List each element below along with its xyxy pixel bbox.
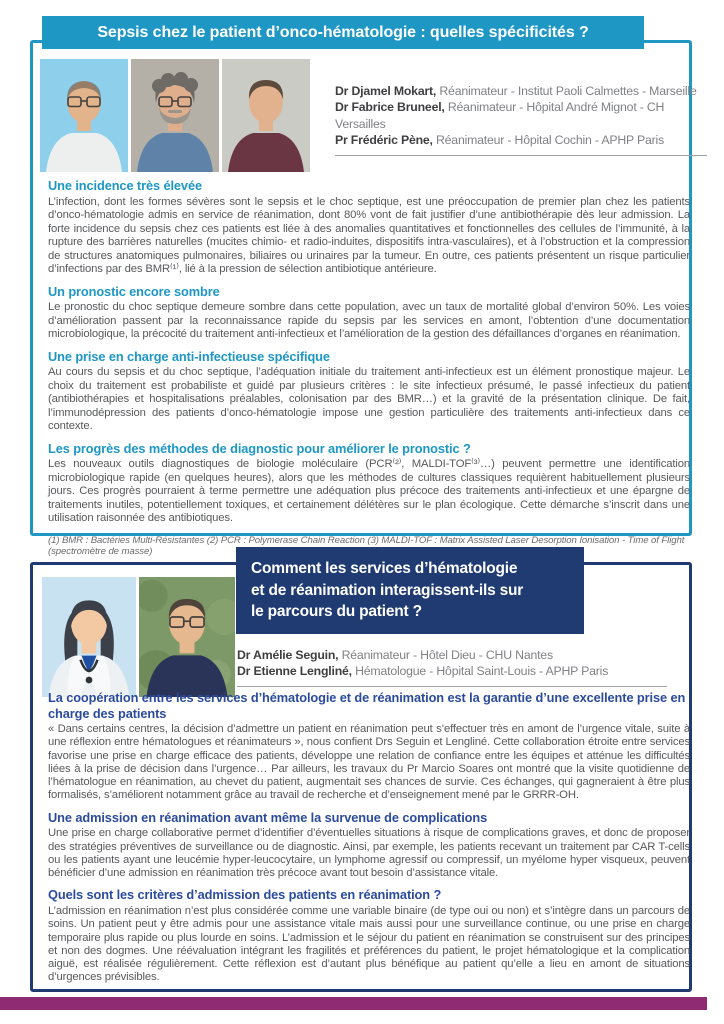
- block-paragraph: Le pronostic du choc septique demeure sombre dans cette population, avec un taux de mortalité global d’environ 50%. Les voies d’amélioration passent par la reconnaissance rapide du sepsis par les services en amont, l’obtention d’une documentation microbiologique, la précocité du traitement anti-infectieux et l’amélioration de la gestion des défaillances d’organes en réanimation.: [48, 301, 690, 340]
- speaker-role: Réanimateur - Institut Paoli Calmettes - Marseille: [436, 84, 697, 98]
- photo-fabrice-bruneel: [131, 59, 219, 172]
- footer-accent-bar: [0, 997, 707, 1010]
- block-paragraph: L’admission en réanimation n’est plus considérée comme une variable binaire (de type oui ou non) et s’intègre dans un parcours de soins. Un patient peut y être admis pour une assistance vitale mais aussi pour une surveillance continue, ou une prise en charge temporaire plus rapide ou plus lourde en soins. L’admission et le séjour du patient en réanimation se construisent sur des principes et non des dogmes. Une réévaluation intégrant les fragilités et préférences du patient, le projet hématologique et la complication aiguë, est réalisée régulièrement. Cette réflexion est d’autant plus bénéfique au patient qu’elle a lieu en amont de situations d’urgences prévisibles.: [48, 904, 690, 984]
- speaker-name: Dr Djamel Mokart,: [335, 84, 437, 98]
- block-heading: Les progrès des méthodes de diagnostic pour améliorer le pronostic ?: [48, 440, 471, 456]
- speaker-name: Dr Fabrice Bruneel,: [335, 100, 445, 115]
- article-block: [48, 441, 690, 526]
- block-heading: La coopération entre les services d’hématologie et de réanimation est la garantie d’une excellente prise en charge des patients: [48, 690, 686, 721]
- block-heading: Un pronostic encore sombre: [48, 283, 220, 299]
- block-heading: Une admission en réanimation avant même la survenue de complications: [48, 809, 488, 825]
- cooperation-title-line: Comment les services d’hématologie: [251, 560, 518, 577]
- block-heading: Quels sont les critères d’admission des patients en réanimation ?: [48, 887, 442, 903]
- sepsis-speaker-list: [335, 83, 707, 156]
- block-heading: Une incidence très élevée: [48, 178, 202, 193]
- avatar-amelie-seguin: [42, 577, 136, 697]
- photo-frederic-pene: [222, 59, 310, 172]
- article-block: [48, 284, 690, 342]
- block-paragraph: L’infection, dont les formes sévères sont le sepsis et le choc septique, est une préoccupation de premier plan chez les patients d’onco-hématologie admis en service de réanimation, dont 80% vont de fait justifier d’une antibiothérapie dès leur admission. La forte incidence du sepsis chez ces patients est liée à des anomalies quantitatives et fonctionnelles des cellules de l’immunité, à la rupture des barrières naturelles (mucites chimio- et radio-induites, dispositifs intra-vasculaires), et à l’obstruction et la compression de structures anatomiques pulmonaires, biliaires ou urinaires par la tumeur. En outre, ces patients présentent un risque particulier d’infections par des BMR⁽¹⁾, lié à la pression de sélection antibiotique antérieure.: [48, 195, 690, 275]
- speaker-amelie-seguin: [237, 647, 667, 663]
- article-block: [48, 690, 690, 803]
- sepsis-title-banner: [42, 16, 644, 49]
- article-block: [48, 810, 690, 881]
- article-block: [48, 887, 690, 984]
- speaker-name: Pr Frédéric Pène,: [335, 133, 433, 148]
- speaker-frederic-pene: [335, 132, 707, 148]
- speaker-name: Dr Etienne Lengliné,: [237, 664, 352, 679]
- speaker-etienne-lengline: [237, 663, 667, 679]
- abbreviations-footnote: (1) BMR : Bactéries Multi-Résistantes (2) PCR : Polymerase Chain Reaction (3) MALDI-TOF : Matrix Assisted Laser Desorption Ionisation - Time of Flight (spectromètre de masse): [48, 534, 685, 557]
- block-heading: Une prise en charge anti-infectieuse spécifique: [48, 348, 330, 364]
- speaker-role: Réanimateur - Hôpital Cochin - APHP Paris: [432, 133, 665, 148]
- block-paragraph: Une prise en charge collaborative permet d’identifier d’éventuelles situations à risque de complications graves, et donc de proposer des stratégies préventives de surveillance ou de diagnostic. Ainsi, par exemple, les patients recevant un traitement par CAR T-cells ou les patients ayant une leucémie hyper-leucocytaire, un lymphome agressif ou compressif, un myélome hyper visqueux, peuvent bénéficier d’une admission en réanimation très précoce avant tout besoin d’assistance vitale.: [48, 827, 690, 880]
- block-paragraph: « Dans certains centres, la décision d’admettre un patient en réanimation peut s’effectuer très en amont de l’urgence vitale, suite à une réflexion entre hématologues et réanimateurs », nous confient Drs Seguin et Lengliné. Cette collaboration étroite entre services favorise une prise en charge efficace des patients, développe une relation de confiance entre les équipes et atténue les difficultés liées à la prise de décision dans l’urgence… Par ailleurs, les travaux du Pr Marcio Soares ont montré que la visite quotidienne de l’hématologue en réanimation, au chevet du patient, augmentait ses chances de survie. Ces échanges, qui gagneraient à être plus formalisés, s’améliorent notamment grâce au travail de recherche et d’enseignement mené par le GRRR-OH.: [48, 723, 690, 802]
- speaker-fabrice-bruneel: [335, 99, 707, 132]
- sepsis-article: [48, 178, 690, 558]
- speaker-role: Réanimateur - Hôpital André Mignot - CH Versailles: [335, 100, 665, 131]
- speaker-role: Réanimateur - Hôtel Dieu - CHU Nantes: [338, 648, 553, 662]
- speaker-role: Hématologue - Hôpital Saint-Louis - APHP Paris: [351, 664, 609, 679]
- photo-etienne-lengline: [139, 577, 235, 697]
- article-block: [48, 349, 690, 434]
- cooperation-title-line: et de réanimation interagissent-ils sur: [251, 581, 524, 599]
- cooperation-speaker-list: [237, 647, 667, 687]
- speaker-djamel-mokart: [335, 83, 707, 99]
- photo-djamel-mokart: [40, 59, 128, 172]
- speaker-name: Dr Amélie Seguin,: [237, 648, 339, 662]
- cooperation-article: [48, 690, 690, 985]
- sepsis-title: Sepsis chez le patient d’onco-hématologie : quelles spécificités ?: [97, 24, 589, 41]
- cooperation-title-banner: [236, 547, 584, 634]
- block-paragraph: Les nouveaux outils diagnostiques de biologie moléculaire (PCR⁽²⁾, MALDI-TOF⁽³⁾…) peuvent permettre une identification microbiologique rapide (en quelques heures), alors que les méthodes de cultures classiques requièrent habituellement plusieurs jours. Ces progrès pourraient à terme permettre une adéquation plus précoce des traitements anti-infectieux et une épargne de traitements inutiles, potentiellement toxiques, et certainement délétères sur le plan écologique. Cette démarche s’inscrit dans une utilisation raisonnée des antibiotiques.: [48, 458, 690, 524]
- article-block: [48, 178, 690, 277]
- block-paragraph: Au cours du sepsis et du choc septique, l’adéquation initiale du traitement anti-infectieux est un élément pronostique majeur. Le choix du traitement est probabiliste et guidé par plusieurs critères : le site infectieux présumé, le passé infectieux du patient (antibiothérapies et hospitalisations préalables, colonisation par des BMR…) et la gravité de la présentation clinique. De fait, l’immunodépression des patients d’onco-hématologie impose une gestion particulière des traitements anti-infectieux dans ce contexte.: [48, 366, 690, 432]
- cooperation-title-line: le parcours du patient ?: [251, 603, 422, 620]
